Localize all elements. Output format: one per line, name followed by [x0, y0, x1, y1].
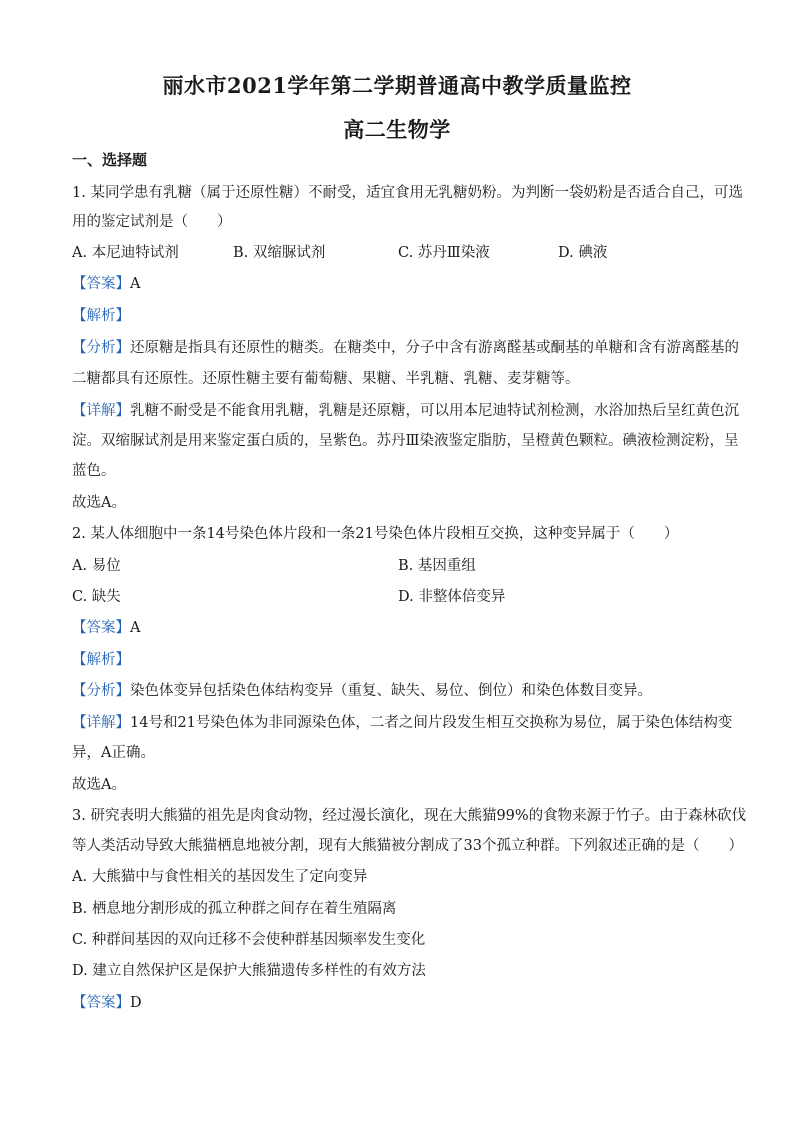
xiangjie-tag: 【详解】: [72, 715, 130, 731]
fenxi-tag: 【分析】: [72, 683, 130, 699]
q2-stem-line1: 2. 某人体细胞中一条14号染色体片段和一条21号染色体片段相互交换，这种变异属于（ ）: [72, 526, 679, 542]
q1-answer: [72, 274, 734, 294]
q1-xiangjie-line1: [72, 401, 739, 421]
q2-xiangjie-line2: 异，A正确。: [72, 745, 155, 761]
answer-tag: 【答案】: [72, 620, 130, 636]
q1-xiangjie-line2: 淀。双缩脲试剂是用来鉴定蛋白质的，呈紫色。苏丹Ⅲ染液鉴定脂肪，呈橙黄色颗粒。碘液检测淀粉，呈: [72, 433, 739, 449]
q2-option-a: A. 易位: [72, 558, 121, 574]
analysis-tag: 【解析】: [72, 308, 130, 324]
q1-stem-line2: 用的鉴定试剂是（ ）: [72, 214, 232, 230]
q2-xiangjie-line1: [72, 713, 734, 733]
q2-conclusion: 故选A。: [72, 777, 126, 793]
q2-analysis-heading: [72, 650, 734, 670]
q1-xiangjie-line3: 蓝色。: [72, 463, 116, 479]
doc-title: 丽水市2021学年第二学期普通高中教学质量监控: [162, 73, 632, 98]
analysis-tag: 【解析】: [72, 652, 130, 668]
q2-fenxi-line1: [72, 681, 734, 701]
xiangjie-tag: 【详解】: [72, 403, 130, 419]
q2-option-c: C. 缺失: [72, 589, 121, 605]
q1-analysis-heading: [72, 306, 734, 326]
q3-stem-line2: 等人类活动导致大熊猫栖息地被分割，现有大熊猫被分割成了33个孤立种群。下列叙述正确的是（ ）: [72, 838, 743, 854]
fenxi-tag: 【分析】: [72, 340, 130, 356]
q1-option-d: D. 碘液: [558, 245, 608, 261]
answer-value: A: [130, 276, 141, 292]
q1-option-b: B. 双缩脲试剂: [233, 245, 326, 261]
fenxi-text: 还原糖是指具有还原性的糖类。在糖类中，分子中含有游离醛基或酮基的单糖和含有游离醛基的: [130, 340, 739, 356]
q3-option-b: B. 栖息地分割形成的孤立种群之间存在着生殖隔离: [72, 901, 397, 917]
q1-fenxi-line2: 二糖都具有还原性。还原性糖主要有葡萄糖、果糖、半乳糖、乳糖、麦芽糖等。: [72, 371, 580, 387]
xiangjie-text: 乳糖不耐受是不能食用乳糖，乳糖是还原糖，可以用本尼迪特试剂检测，水浴加热后呈红黄色沉: [130, 403, 739, 419]
q1-option-a: A. 本尼迪特试剂: [72, 245, 179, 261]
q2-option-b: B. 基因重组: [398, 558, 476, 574]
section-heading: 一、选择题: [72, 151, 148, 169]
answer-tag: 【答案】: [72, 276, 130, 292]
q3-option-d: D. 建立自然保护区是保护大熊猫遗传多样性的有效方法: [72, 963, 426, 979]
q3-answer: [72, 993, 734, 1013]
q1-option-c: C. 苏丹Ⅲ染液: [398, 245, 490, 261]
q2-answer: [72, 618, 734, 638]
fenxi-text: 染色体变异包括染色体结构变异（重复、缺失、易位、倒位）和染色体数目变异。: [130, 683, 652, 699]
q3-option-a: A. 大熊猫中与食性相关的基因发生了定向变异: [72, 869, 368, 885]
xiangjie-text: 14号和21号染色体为非同源染色体，二者之间片段发生相互交换称为易位，属于染色体结构变: [130, 715, 733, 731]
answer-tag: 【答案】: [72, 995, 130, 1011]
q1-stem-line1: 1. 某同学患有乳糖（属于还原性糖）不耐受，适宜食用无乳糖奶粉。为判断一袋奶粉是否适合自己，可选: [72, 185, 743, 201]
q2-option-d: D. 非整体倍变异: [398, 589, 506, 605]
q3-option-c: C. 种群间基因的双向迁移不会使种群基因频率发生变化: [72, 932, 426, 948]
answer-value: D: [130, 995, 142, 1011]
q1-conclusion: 故选A。: [72, 495, 126, 511]
q3-stem-line1: 3. 研究表明大熊猫的祖先是肉食动物，经过漫长演化，现在大熊猫99%的食物来源于竹子。由于森林砍伐: [72, 808, 747, 824]
doc-subtitle: 高二生物学: [343, 117, 451, 142]
answer-value: A: [130, 620, 141, 636]
q1-fenxi-line1: [72, 338, 739, 358]
